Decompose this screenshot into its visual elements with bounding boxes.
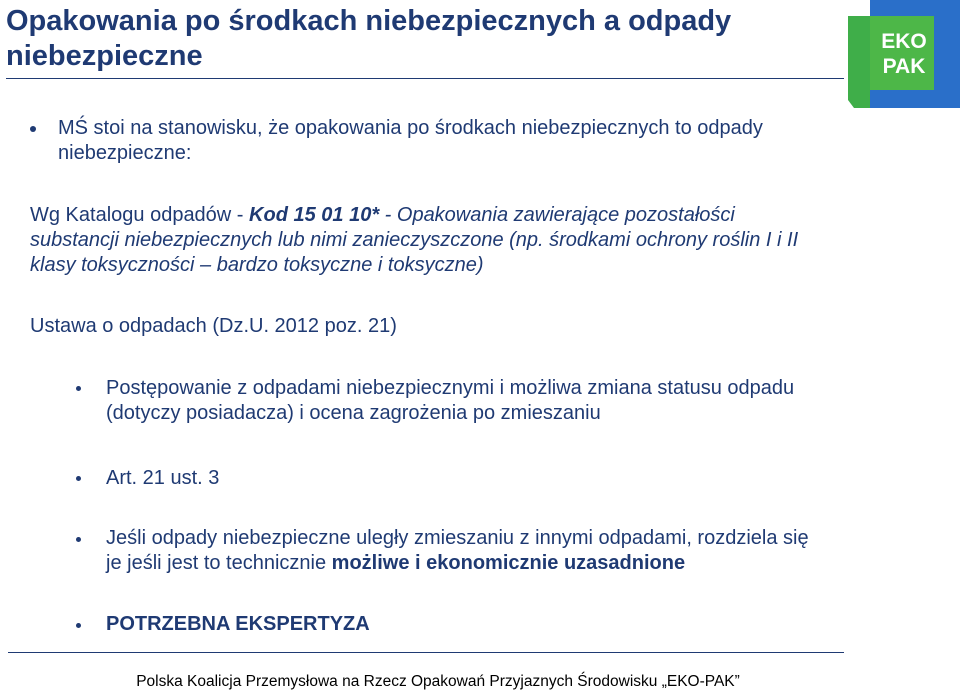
act-reference: Ustawa o odpadach (Dz.U. 2012 poz. 21) xyxy=(30,315,397,337)
paragraph-ms-position xyxy=(58,116,848,166)
eko-pak-logo xyxy=(848,0,960,108)
procedure-line-2: (dotyczy posiadacza) i ocena zagrożenia po zmieszaniu xyxy=(106,402,601,424)
paragraph-ms-text: MŚ stoi na stanowisku, że opakowania po środkach niebezpiecznych to odpady niebezpieczne: xyxy=(58,117,763,164)
bullet-mixing xyxy=(106,526,946,576)
catalogue-line-3: klasy toksyczności – bardzo toksyczne i toksyczne) xyxy=(30,254,484,276)
footer-text: Polska Koalicja Przemysłowa na Rzecz Opakowań Przyjaznych Środowisku „EKO-PAK” xyxy=(136,673,740,690)
waste-code: Kod 15 01 10* xyxy=(249,204,380,226)
bullet-marker xyxy=(76,476,81,481)
bullet-marker xyxy=(76,623,81,628)
slide-title: Opakowania po środkach niebezpiecznych a odpady niebezpieczne xyxy=(6,5,732,72)
logo-text-line1: EKO xyxy=(881,30,927,53)
paragraph-act xyxy=(30,314,960,339)
catalogue-line-2: substancji niebezpiecznych lub nimi zanieczyszczone (np. środkami ochrony roślin I i II xyxy=(30,229,799,251)
article-text: Art. 21 ust. 3 xyxy=(106,467,220,489)
footer-divider xyxy=(8,652,844,653)
bullet-marker xyxy=(30,126,36,132)
bullet-marker xyxy=(76,386,81,391)
logo-text-line2: PAK xyxy=(882,55,926,78)
expertise-text: POTRZEBNA EKSPERTYZA xyxy=(106,613,370,635)
bullet-expertise xyxy=(106,612,960,637)
title-divider xyxy=(6,78,844,79)
bullet-article xyxy=(106,466,960,491)
mixing-line-1: Jeśli odpady niebezpieczne uległy zmieszaniu z innymi odpadami, rozdziela się xyxy=(106,527,809,549)
mixing-line-2-prefix: je jeśli jest to technicznie xyxy=(106,552,332,574)
mixing-emphasis: możliwe i ekonomicznie uzasadnione xyxy=(331,552,686,574)
bullet-procedure xyxy=(106,376,926,426)
mixing-line-2 xyxy=(106,551,946,576)
catalogue-line-1 xyxy=(30,203,930,228)
catalogue-rest: - Opakowania zawierające pozostałości xyxy=(379,204,735,226)
procedure-line-1: Postępowanie z odpadami niebezpiecznymi i możliwa zmiana statusu odpadu xyxy=(106,377,795,399)
bullet-marker xyxy=(76,537,81,542)
paragraph-catalogue xyxy=(30,203,930,278)
catalogue-prefix: Wg Katalogu odpadów - xyxy=(30,204,250,226)
